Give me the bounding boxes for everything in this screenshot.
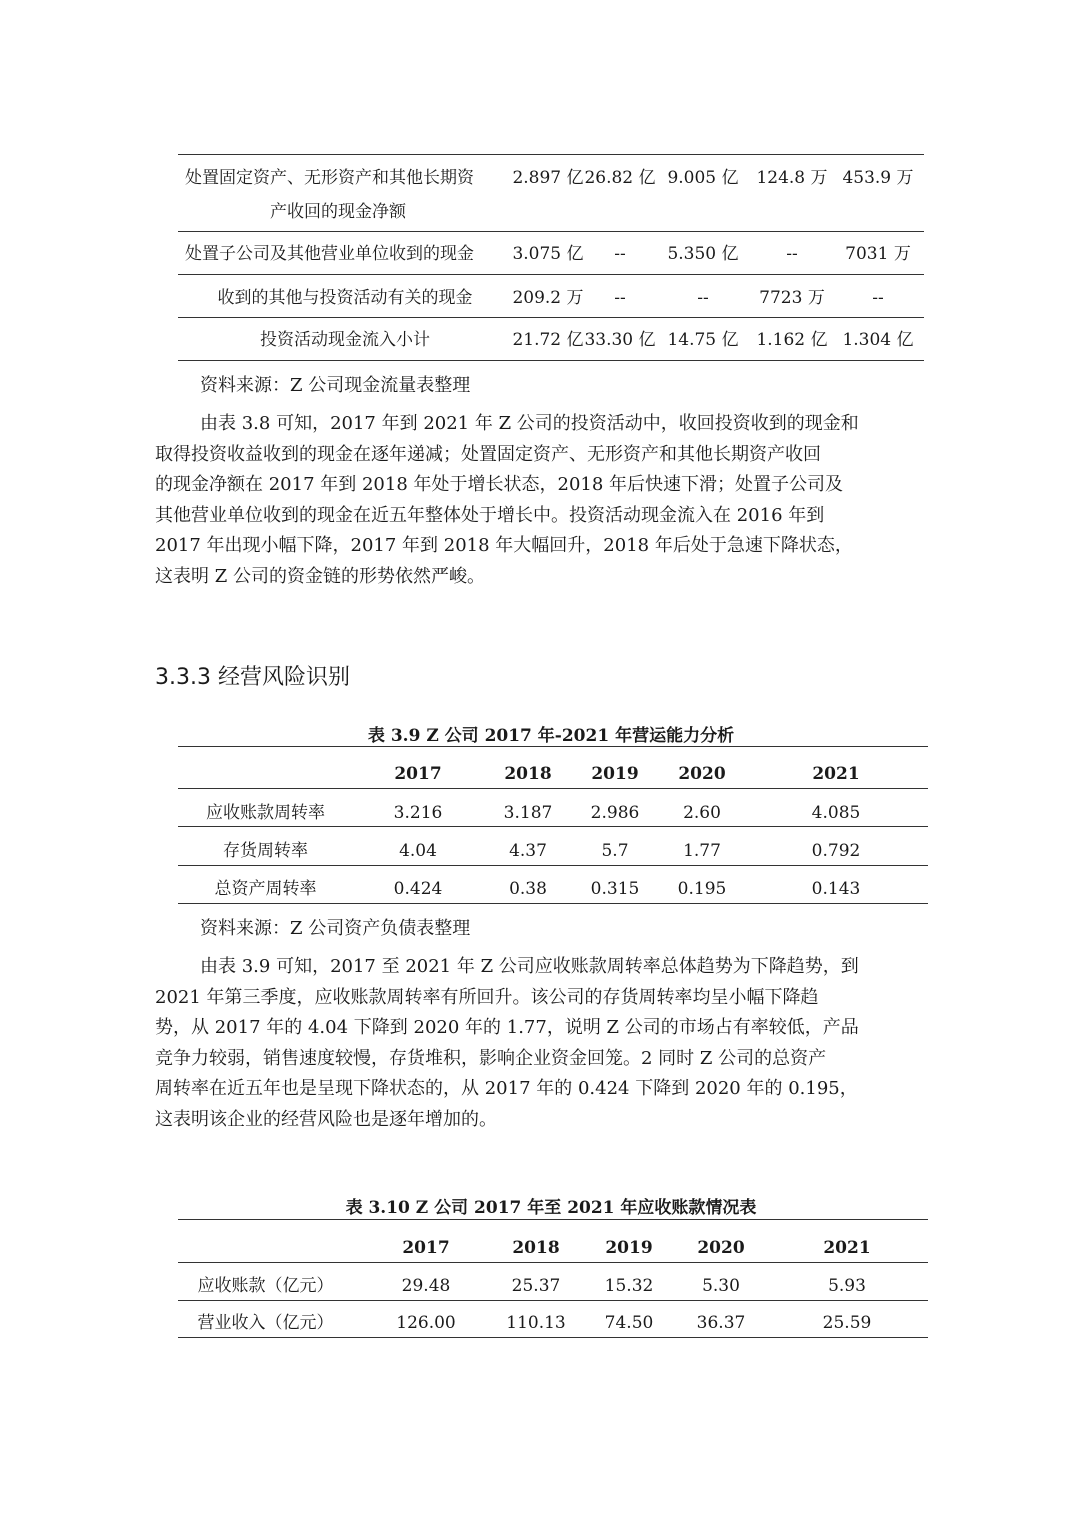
value-cell: 33.30 亿	[584, 330, 656, 350]
column-header: 2018	[512, 1238, 560, 1258]
value-cell: 21.72 亿	[512, 330, 584, 350]
value-cell: 5.7	[601, 841, 629, 861]
row-label: 投资活动现金流入小计	[260, 330, 430, 350]
row-label: 应收账款周转率	[206, 803, 325, 823]
column-header: 2021	[823, 1238, 871, 1258]
value-cell: 5.350 亿	[667, 244, 739, 264]
table-rule	[178, 1300, 928, 1301]
paragraph-line: 由表 3.9 可知，2017 至 2021 年 Z 公司应收账款周转率总体趋势为下降趋势，到	[200, 956, 859, 977]
paragraph-line: 这表明 Z 公司的资金链的形势依然严峻。	[155, 565, 485, 587]
row-label: 应收账款（亿元）	[197, 1276, 334, 1296]
paragraph-line: 其他营业单位收到的现金在近五年整体处于增长中。投资活动现金流入在 2016 年到	[155, 504, 825, 526]
paragraph-line: 取得投资收益收到的现金在逐年递减；处置固定资产、无形资产和其他长期资产收回	[155, 443, 821, 465]
paragraph	[155, 952, 955, 1135]
value-cell: 2.897 亿	[512, 168, 584, 188]
value-cell: 3.187	[503, 803, 553, 823]
table-source: 资料来源：Z 公司资产负债表整理	[200, 918, 471, 939]
value-cell: 2.60	[683, 803, 721, 823]
paragraph-line: 这表明该企业的经营风险也是逐年增加的。	[155, 1108, 497, 1130]
value-cell: 453.9 万	[842, 168, 914, 188]
column-header: 2020	[678, 764, 726, 784]
value-cell: --	[614, 288, 626, 308]
value-cell: 74.50	[604, 1313, 654, 1333]
value-cell: --	[786, 244, 798, 264]
value-cell: 0.424	[393, 879, 443, 899]
column-header: 2019	[605, 1238, 653, 1258]
table-source: 资料来源：Z 公司现金流量表整理	[200, 375, 471, 396]
value-cell: 0.38	[509, 879, 547, 899]
value-cell: 5.30	[702, 1276, 740, 1296]
value-cell: 4.085	[811, 803, 861, 823]
value-cell: 0.143	[811, 879, 861, 899]
table-rule	[178, 1262, 928, 1263]
value-cell: --	[872, 288, 884, 308]
table-rule	[178, 746, 928, 747]
table-rule	[178, 903, 928, 904]
paragraph-line: 2021 年第三季度，应收账款周转率有所回升。该公司的存货周转率均呈小幅下降趋	[155, 986, 819, 1008]
table-rule	[178, 231, 924, 232]
column-header: 2018	[504, 764, 552, 784]
table-rule	[178, 154, 924, 155]
value-cell: 25.59	[822, 1313, 872, 1333]
row-label-cont: 产收回的现金净额	[270, 202, 406, 222]
paragraph-line: 2017 年出现小幅下降，2017 年到 2018 年大幅回升，2018 年后处于急速下降状态，	[155, 535, 853, 556]
row-label: 处置固定资产、无形资产和其他长期资	[185, 168, 474, 188]
table-rule	[178, 865, 928, 866]
column-header: 2017	[402, 1238, 450, 1258]
column-header: 2021	[812, 764, 860, 784]
value-cell: --	[697, 288, 709, 308]
row-label: 总资产周转率	[214, 879, 317, 899]
section-heading: 3.3.3 经营风险识别	[155, 665, 350, 690]
table-rule	[178, 788, 928, 789]
value-cell: --	[614, 244, 626, 264]
value-cell: 0.315	[590, 879, 640, 899]
row-label: 存货周转率	[223, 841, 308, 861]
table-rule	[178, 1219, 928, 1220]
value-cell: 4.37	[509, 841, 547, 861]
column-header: 2019	[591, 764, 639, 784]
value-cell: 25.37	[511, 1276, 561, 1296]
table-caption: 表 3.10 Z 公司 2017 年至 2021 年应收账款情况表	[345, 1198, 757, 1218]
row-label: 处置子公司及其他营业单位收到的现金	[185, 244, 474, 264]
value-cell: 0.792	[811, 841, 861, 861]
paragraph-line: 的现金净额在 2017 年到 2018 年处于增长状态，2018 年后快速下滑；处置子公司及	[155, 474, 844, 495]
table-rule	[178, 360, 924, 361]
value-cell: 1.162 亿	[756, 330, 828, 350]
table-caption: 表 3.9 Z 公司 2017 年-2021 年营运能力分析	[367, 726, 735, 746]
row-label: 收到的其他与投资活动有关的现金	[217, 288, 473, 308]
column-header: 2020	[697, 1238, 745, 1258]
value-cell: 7031 万	[845, 244, 911, 264]
value-cell: 15.32	[604, 1276, 654, 1296]
value-cell: 209.2 万	[512, 288, 584, 308]
paragraph-line: 势，从 2017 年的 4.04 下降到 2020 年的 1.77，说明 Z 公司的市场占有率较低，产品	[155, 1017, 859, 1038]
value-cell: 4.04	[399, 841, 437, 861]
value-cell: 3.075 亿	[512, 244, 584, 264]
value-cell: 1.77	[683, 841, 721, 861]
value-cell: 26.82 亿	[584, 168, 656, 188]
row-label: 营业收入（亿元）	[197, 1313, 334, 1333]
value-cell: 2.986	[590, 803, 640, 823]
value-cell: 5.93	[828, 1276, 866, 1296]
value-cell: 36.37	[696, 1313, 746, 1333]
value-cell: 1.304 亿	[842, 330, 914, 350]
table-rule	[178, 274, 924, 275]
column-header: 2017	[394, 764, 442, 784]
table-rule	[178, 1337, 928, 1338]
paragraph	[155, 409, 955, 592]
value-cell: 29.48	[401, 1276, 451, 1296]
value-cell: 7723 万	[759, 288, 825, 308]
value-cell: 124.8 万	[756, 168, 828, 188]
value-cell: 0.195	[677, 879, 727, 899]
table-rule	[178, 826, 928, 827]
table-rule	[178, 317, 924, 318]
value-cell: 3.216	[393, 803, 443, 823]
paragraph-line: 周转率在近五年也是呈现下降状态的，从 2017 年的 0.424 下降到 2020 年的 0.195，	[155, 1078, 858, 1099]
paragraph-line: 竞争力较弱，销售速度较慢，存货堆积，影响企业资金回笼。2 同时 Z 公司的总资产	[155, 1047, 827, 1069]
value-cell: 126.00	[396, 1313, 456, 1333]
value-cell: 110.13	[506, 1313, 566, 1333]
value-cell: 9.005 亿	[667, 168, 739, 188]
paragraph-line: 由表 3.8 可知，2017 年到 2021 年 Z 公司的投资活动中，收回投资收到的现金和	[200, 413, 859, 434]
value-cell: 14.75 亿	[667, 330, 739, 350]
